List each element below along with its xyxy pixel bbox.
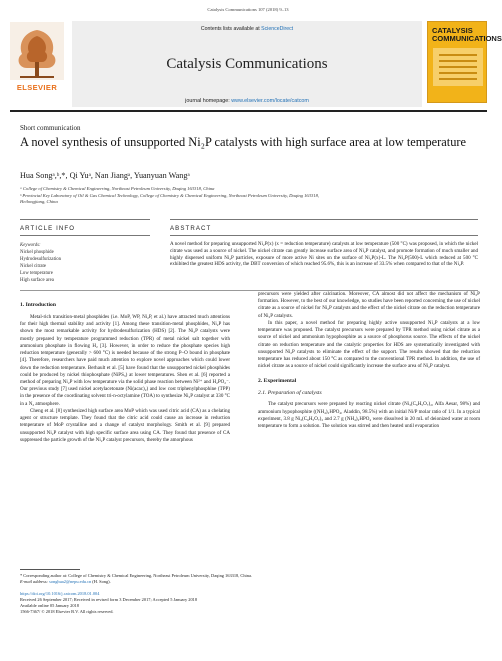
intro-paragraph-1: Metal-rich transition-metal phosphides (i.e. MoP, WP, Ni₂P, et al.) have attracted much attentions for their high thermal stability and activity [1]. Among these transition-metal phosphides, Ni₂P has shown the most remarkable activity for hydrodesulfurization (HDS) [2]. The Ni₂P catalysts were mostly prepared by temperature programmed reduction (TPR) of metal nickel salt together with ammonium phosphate in flowing H₂ [3]. However, in order to reduce the phosphate species high reduction temperature (generally > 600 °C) is needed because of the strong P–O bound in phosphate [4]. Therefore, researchers have paid much attention to explore novel approaches which could lower down the reduction temperature. Berhault et al. [5] have found that the unsupported nickel phosphides could be produced by nickel thiophosphate (NiPS₃) at lower temperatures. Shen et al. [6] reported a method of preparing Ni₂P with low temperature via the solid phase reaction between Ni²⁺ and H₂PO₂⁻. Our previous study [7] used nickel acetylacetonate (Ni(acac)₂) and low cost triphenylphosphine (TPP) in the presence of the coordinating solvent tri-n-octylamine (TOA) to synthesize Ni₂P catalyst at 330 °C in a N₂ atmosphere. bbox=[20, 314, 230, 407]
sciencedirect-link[interactable]: ScienceDirect bbox=[261, 26, 294, 32]
abstract-label: ABSTRACT bbox=[170, 225, 212, 232]
subsection-heading-preparation: 2.1. Preparation of catalysts bbox=[258, 390, 322, 397]
keyword-item: Hydrodesulfurization bbox=[20, 257, 62, 262]
email-link[interactable]: songhua2@nepu.edu.cn bbox=[49, 579, 92, 585]
affiliation-a: ᵃ College of Chemistry & Chemical Engineering, Northeast Petroleum University, Daqing 163318, China bbox=[20, 186, 215, 191]
cover-title: CATALYSIS COMMUNICATIONS bbox=[432, 26, 502, 43]
corresponding-author-note: * Corresponding author at: College of Chemistry & Chemical Engineering, Northeast Petroleum University, Daqing 163318, China. bbox=[20, 573, 253, 578]
keywords-label: Keywords: bbox=[20, 243, 41, 248]
email-suffix: (H. Song). bbox=[91, 579, 111, 585]
contents-prefix: Contents lists available at bbox=[200, 26, 262, 32]
footnote-divider bbox=[20, 569, 80, 570]
email-prefix: E-mail address: bbox=[20, 579, 50, 585]
section-heading-experimental: 2. Experimental bbox=[258, 378, 297, 385]
intro-paragraph-2: Cheng et al. [8] synthesized high surface area MoP which was used citric acid (CA) as a chelating agent or structure template. They found that the citric acid could cause an increase in reduction temperature of MoP crystalline and a change of catalyst morphology. Smith et al. [9] prepared unsupported Ni₂P catalyst with high specific surface area using CA. They found that presence of CA suppressed the particle growth of the Ni₂P catalyst precursors, thereby the amorphous bbox=[20, 407, 230, 443]
abstract-text: A novel method for preparing unsupported Ni₂P(x) (x = reduction temperature) catalysts at low temperature (500 °C) was proposed, in which the nickel citrate was used as a source of nickel. The nickel citrate can greatly increase surface area of Ni₂P catalyst, and promote formation of much smaller and highly dispersed uniform Ni₂P particles, exposure of more active Ni sites on the surface of Ni₂P(x)-L. The Ni₂P(500)-L which reduced at 500 °C exhibited the greatest HDS activity, the DBT conversion of which reached 95.6%, this is an increase of 33.5% when compared to that of the Ni₂P. bbox=[170, 241, 478, 268]
article-title: A novel synthesis of unsupported Ni₂P catalysts with high surface area at low temperature bbox=[20, 135, 467, 149]
homepage-line bbox=[72, 98, 422, 104]
article-type: Short communication bbox=[20, 124, 81, 132]
body-left-column bbox=[20, 300, 230, 444]
publisher-logo-text: ELSEVIER bbox=[16, 83, 58, 92]
cover-graphic bbox=[433, 48, 483, 86]
right-paragraph-3: The catalyst precursors were prepared by reacting nickel citrate (Ni₃(C₆H₅O₇)₂, Alfa Aesar, 98%) and ammonium hypophosphite ((NH₄)₂HPO₄, Aladdin, 98.5%) with an initial Ni/P molar ratio of 1/1. In a typical experiment, 3.8 g Ni₃(C₆H₅O₇)₂ and 2.7 g (NH₄)₂HPO₄ were dissolved in 20 mL of deionized water at room temperature to form a solution. The solution was stirred and then heated until evaporation bbox=[258, 401, 480, 430]
body-right-column bbox=[258, 291, 480, 430]
received-dates: Received 26 September 2017; Received in revised form 3 December 2017; Accepted 5 January 2018 bbox=[20, 597, 198, 603]
keyword-item: Low temperature bbox=[20, 271, 53, 276]
keyword-item: Nickel citrate bbox=[20, 264, 46, 269]
abstract-rule bbox=[170, 235, 478, 236]
homepage-prefix: journal homepage: bbox=[185, 98, 232, 104]
footnotes bbox=[20, 573, 480, 616]
copyright: 1566-7367/ © 2018 Elsevier B.V. All rights reserved. bbox=[20, 609, 114, 615]
article-info-rule bbox=[20, 235, 150, 236]
journal-cover-thumbnail bbox=[427, 21, 502, 103]
journal-title: Catalysis Communications bbox=[166, 56, 328, 72]
contents-line bbox=[72, 26, 422, 32]
right-paragraph-2: In this paper, a novel method for preparing highly active unsupported Ni₂P catalysts at a low temperature was proposed. The catalyst precursors were prepared by TPR method using nickel citrate as a source of nickel and ammonium hypophosphite as a source of phosphorus source. The effects of the nickel citrate on reduction temperature and the catalytic properties for HDS are systematically investigated with unsupported Ni₂P catalysts to eliminate the effect of the support. The results showed that the reduction temperature has reduced about 150 °C as compared to the conventional TPR method. In addition, the use of nickel citrate as a source of nickel could significantly increase the surface area of Ni₂P catalyst. bbox=[258, 319, 480, 370]
right-paragraph-1: precursors were yielded after calcination. Moreover, CA almost did not affect the mechanism of Ni₂P formation. However, to the best of our knowledge, no studies have been reported concerning the use of nickel citrate as a source of nickel for Ni₂P catalysts and the effect of the nickel citrate on the reduction temperature of Ni₂P catalysts. bbox=[258, 291, 480, 319]
doi-link[interactable]: https://doi.org/10.1016/j.catcom.2018.01.004 bbox=[20, 591, 100, 597]
journal-reference: Catalysis Communications 107 (2018) 9–13 bbox=[207, 7, 289, 12]
keyword-item: High surface area bbox=[20, 278, 54, 283]
abstract-rule-top bbox=[170, 219, 478, 220]
keyword-item: Nickel phosphide bbox=[20, 250, 54, 255]
article-info-rule-top bbox=[20, 219, 150, 220]
section-heading-introduction: 1. Introduction bbox=[20, 302, 56, 308]
article-info-label: ARTICLE INFO bbox=[20, 225, 76, 232]
available-online: Available online 05 January 2018 bbox=[20, 603, 79, 609]
header-divider bbox=[10, 110, 487, 112]
affiliation-b-cont: Heilongjiang, China bbox=[20, 199, 58, 204]
homepage-link[interactable]: www.elsevier.com/locate/catcom bbox=[231, 98, 309, 104]
author-list[interactable]: Hua Songᵃ,ᵇ,*, Qi Yuᵃ, Nan Jiangᵃ, Yuanyuan Wangᵃ bbox=[20, 171, 190, 180]
affiliation-b: ᵇ Provincial Key Laboratory of Oil & Gas Chemical Technology, College of Chemistry & Chemical Engineering, Northeast Petroleum University, Daqing 163318, bbox=[20, 193, 320, 198]
